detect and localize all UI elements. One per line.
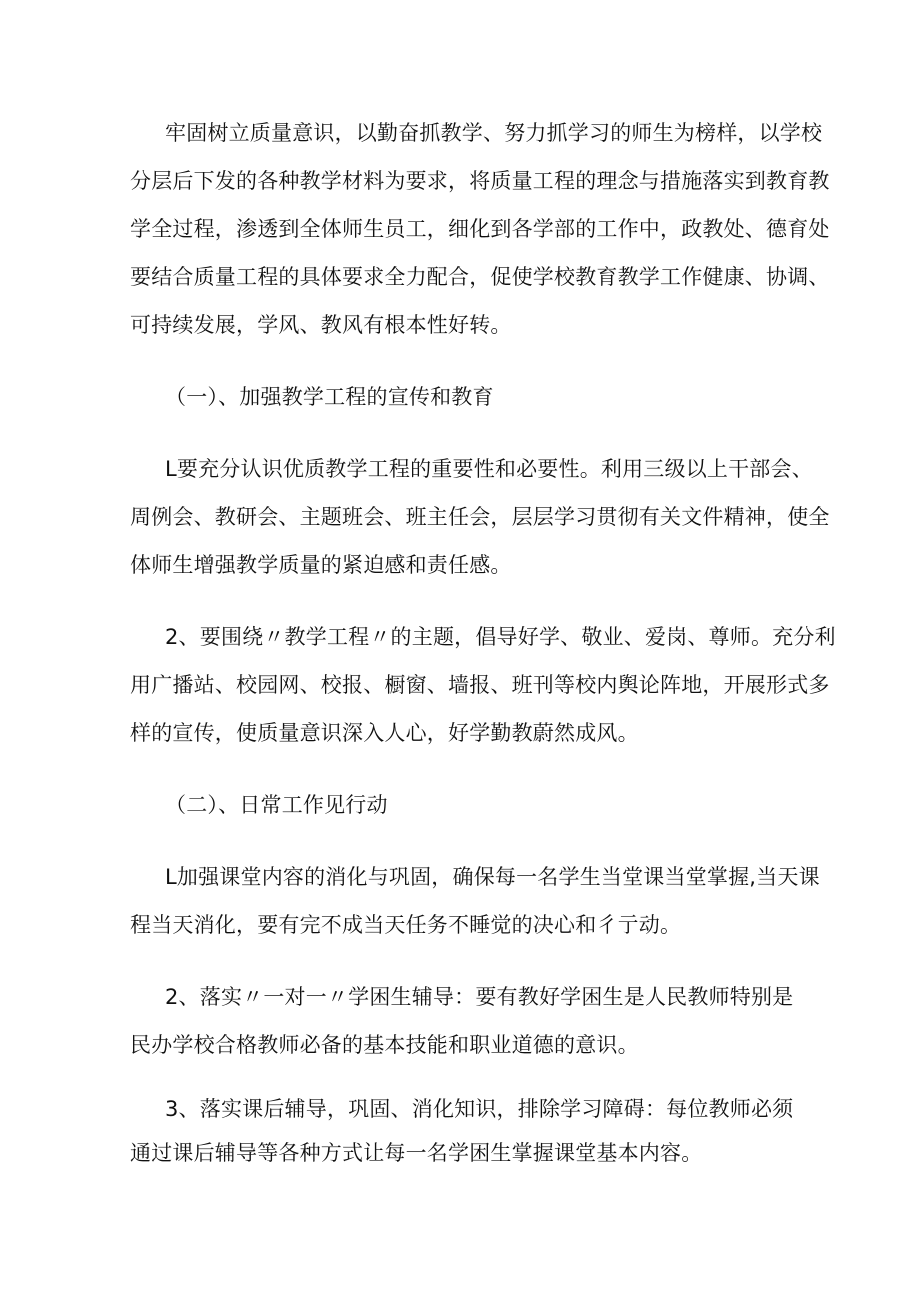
section2-item1-line-2: 程当天消化，要有完不成当天任务不睡觉的决心和彳亍动。 bbox=[130, 913, 682, 937]
section1-item1-line-3: 体师生增强教学质量的紧迫感和责任感。 bbox=[130, 553, 512, 577]
section1-item2-line-3: 样的宣传，使质量意识深入人心，好学勤教蔚然成风。 bbox=[130, 721, 639, 745]
intro-line-4: 要结合质量工程的具体要求全力配合，促使学校教育教学工作健康、协调、 bbox=[130, 265, 830, 289]
intro-line-5: 可持续发展，学风、教风有根本性好转。 bbox=[130, 313, 512, 337]
section1-heading: （一）、加强教学工程的宣传和教育 bbox=[165, 385, 494, 409]
section1-item1-line-1: L要充分认识优质教学工程的重要性和必要性。利用三级以上干部会、 bbox=[165, 457, 813, 481]
intro-line-3: 学全过程，渗透到全体师生员工，细化到各学部的工作中，政教处、德育处 bbox=[130, 217, 830, 241]
section2-item2-line-2: 民办学校合格教师必备的基本技能和职业道德的意识。 bbox=[130, 1033, 639, 1057]
intro-line-2: 分层后下发的各种教学材料为要求，将质量工程的理念与措施落实到教育教 bbox=[130, 169, 830, 193]
section1-item1-line-2: 周例会、教研会、主题班会、班主任会，层层学习贯彻有关文件精神，使全 bbox=[130, 505, 830, 529]
intro-line-1: 牢固树立质量意识，以勤奋抓教学、努力抓学习的师生为榜样，以学校 bbox=[165, 121, 823, 145]
section2-item1-line-1: L加强课堂内容的消化与巩固，确保每一名学生当堂课当堂掌握,当天课 bbox=[165, 865, 820, 889]
section1-item2-line-2: 用广播站、校园网、校报、橱窗、墙报、班刊等校内舆论阵地，开展形式多 bbox=[130, 673, 830, 697]
section2-item3-line-1: 3、落实课后辅导，巩固、消化知识，排除学习障碍：每位教师必须 bbox=[165, 1097, 794, 1121]
section2-item3-line-2: 通过课后辅导等各种方式让每一名学困生掌握课堂基本内容。 bbox=[130, 1141, 703, 1165]
section1-item2-line-1: 2、要围绕〃教学工程〃的主题，倡导好学、敬业、爱岗、尊师。充分利 bbox=[165, 625, 836, 649]
section2-heading: （二）、日常工作见行动 bbox=[165, 793, 388, 817]
section2-item2-line-1: 2、落实〃一对一〃学困生辅导：要有教好学困生是人民教师特别是 bbox=[165, 985, 794, 1009]
